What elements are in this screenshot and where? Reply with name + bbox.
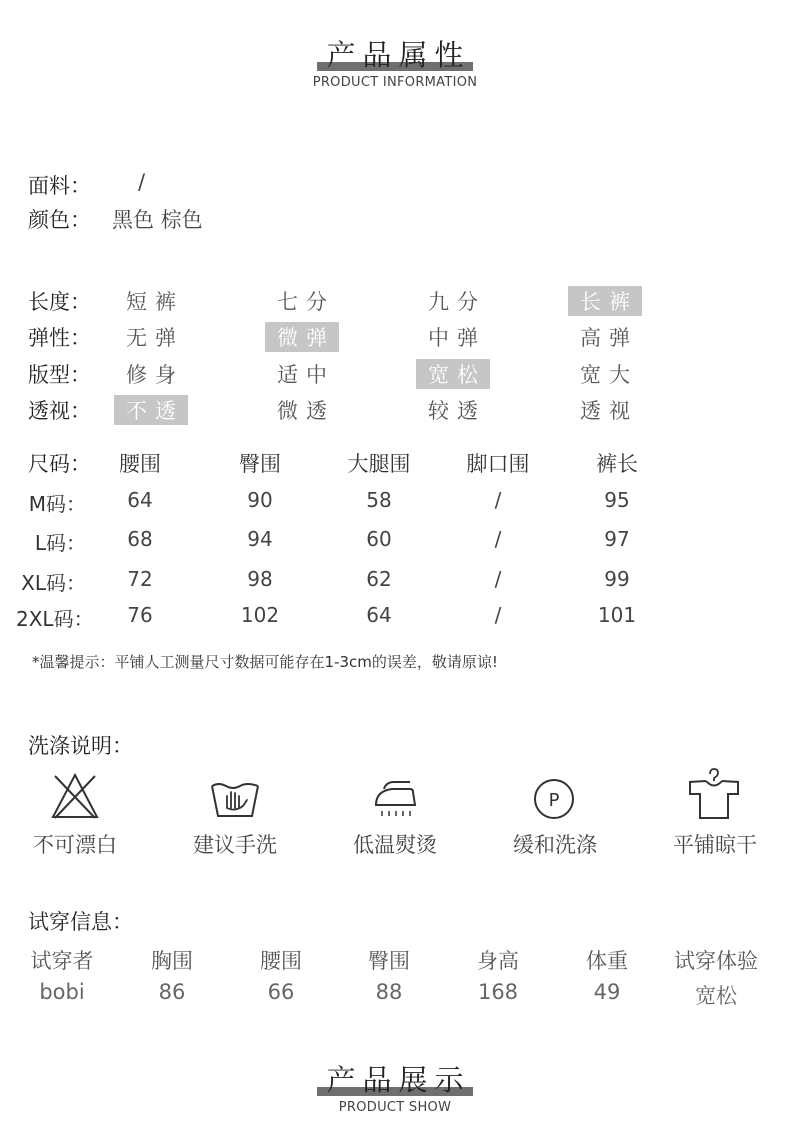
size-cell: / [494,567,502,591]
size-cell: 97 [604,527,630,551]
product-show-header [0,1063,790,1115]
size-column-header: 脚口围 [466,452,530,476]
attribute-option: 微透 [277,399,335,423]
wash-caption: 不可漂白 [33,833,117,857]
no-bleach-icon [50,772,100,820]
attribute-option: 较透 [428,399,486,423]
attribute-option-selected: 不透 [114,395,188,425]
fitting-header: 身高 [477,949,519,973]
attribute-label: 弹性： [28,326,91,350]
size-cell: 94 [247,527,273,551]
wash-caption: 平铺晾干 [673,833,757,857]
attribute-option: 修身 [126,363,184,387]
fitting-value: 49 [593,980,621,1004]
attribute-option: 无弹 [126,326,184,350]
attribute-option: 七分 [277,290,335,314]
gentle-wash-glyph: P [548,790,560,811]
attribute-option: 宽大 [580,363,638,387]
fitting-value: bobi [39,980,85,1004]
attribute-option: 短裤 [126,290,184,314]
size-cell: 99 [604,567,630,591]
size-cell: 90 [247,488,273,512]
size-cell: 60 [366,527,392,551]
size-cell: 64 [127,488,153,512]
size-row-label: XL码： [21,571,86,595]
fitting-title: 试穿信息： [28,910,133,934]
size-row-label: L码： [34,531,86,555]
size-label: 尺码： [28,452,91,476]
attribute-option: 中弹 [428,326,486,350]
size-column-header: 腰围 [119,452,161,476]
wash-caption: 缓和洗涤 [513,833,597,857]
fitting-value: 86 [158,980,186,1004]
fitting-value: 66 [267,980,295,1004]
fabric-value: / [138,170,146,194]
size-column-header: 臀围 [239,452,281,476]
product-info-header [0,38,790,90]
attribute-option: 透视 [580,399,638,423]
attribute-option-selected: 宽松 [416,359,490,389]
attribute-label: 版型： [28,363,91,387]
section-title [317,1063,472,1097]
measurement-tip: *温馨提示：平铺人工测量尺寸数据可能存在1-3cm的误差，敬请原谅! [32,653,498,671]
section-title [317,38,472,72]
low-temp-iron-icon [370,778,420,820]
size-cell: 102 [240,603,280,627]
attribute-option: 九分 [428,290,486,314]
fitting-header: 腰围 [260,949,302,973]
section-title-text: 产品属性 [326,38,471,72]
fitting-value: 168 [477,980,519,1004]
size-cell: / [494,488,502,512]
size-cell: 62 [366,567,392,591]
size-cell: / [494,527,502,551]
attribute-option-selected: 微弹 [265,322,339,352]
fitting-header: 试穿者 [30,949,94,973]
attribute-label: 长度： [28,290,91,314]
attribute-option: 适中 [277,363,335,387]
size-column-header: 大腿围 [347,452,411,476]
color-label: 颜色： [28,208,91,232]
gentle-wash-icon [533,778,575,820]
wash-caption: 低温熨烫 [353,833,437,857]
wash-title: 洗涤说明： [28,734,133,758]
size-cell: 68 [127,527,153,551]
fabric-label: 面料： [28,174,91,198]
fitting-header: 胸围 [151,949,193,973]
fitting-header: 体重 [586,949,628,973]
attribute-label: 透视： [28,399,91,423]
fitting-header: 试穿体验 [674,949,758,973]
fitting-value: 88 [375,980,403,1004]
color-value: 黑色 棕色 [112,208,203,232]
size-cell: 64 [366,603,392,627]
section-subtitle: PRODUCT SHOW [338,1100,452,1115]
size-cell: 95 [604,488,630,512]
section-title-text: 产品展示 [326,1063,471,1097]
attribute-option-selected: 长裤 [568,286,642,316]
size-cell: 58 [366,488,392,512]
size-cell: 101 [597,603,637,627]
size-cell: 76 [127,603,153,627]
size-column-header: 裤长 [596,452,638,476]
hand-wash-icon [209,778,261,820]
size-row-label: 2XL码： [16,607,94,631]
section-subtitle: PRODUCT INFORMATION [312,75,478,90]
wash-caption: 建议手洗 [193,833,277,857]
size-cell: / [494,603,502,627]
size-cell: 98 [247,567,273,591]
size-row-label: M码： [28,492,86,516]
attribute-option: 高弹 [580,326,638,350]
flat-dry-icon [688,768,740,820]
size-cell: 72 [127,567,153,591]
fitting-header: 臀围 [368,949,410,973]
fitting-value: 宽松 [695,984,737,1008]
